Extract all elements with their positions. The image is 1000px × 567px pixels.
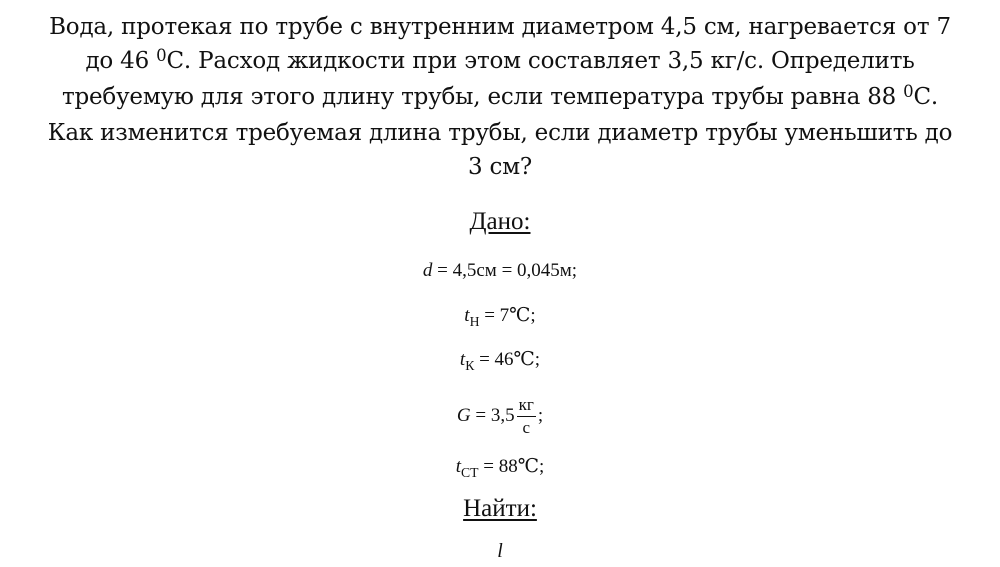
formula-value: = 3,5: [470, 404, 515, 426]
unit-fraction: [517, 395, 536, 438]
find-heading: Найти:: [463, 495, 537, 522]
degree-superscript: 0: [156, 45, 167, 65]
formula-symbol: d: [422, 260, 433, 281]
formula-initial-temperature: [0, 304, 1000, 327]
formula-diameter: [0, 260, 1000, 282]
formula-symbol: t: [459, 349, 466, 370]
problem-line-2: [12, 44, 988, 80]
formula-value: = 46℃;: [474, 349, 541, 370]
formula-value: = 4,5см = 0,045м;: [432, 260, 578, 281]
problem-line-2-end: С. Расход жидкости при этом составляет 3,5 кг/с. Определить: [166, 48, 915, 74]
formula-subscript: Н: [469, 313, 480, 329]
problem-statement: [12, 10, 988, 184]
fraction-numerator: кг: [517, 395, 536, 417]
formula-value: = 88℃;: [478, 456, 545, 477]
formula-flow-rate: [0, 395, 1000, 438]
problem-line-5: 3 см?: [467, 154, 533, 180]
formula-subscript: СТ: [461, 464, 479, 480]
formula-symbol: t: [455, 456, 462, 477]
formula-symbol: G: [456, 404, 471, 426]
problem-line-3-end: С.: [913, 84, 939, 110]
formula-tail: ;: [537, 404, 544, 426]
problem-line-3: [12, 80, 988, 116]
problem-line-2-start: до 46: [85, 48, 157, 74]
problem-line-3-start: требуемую для этого длину трубы, если температура трубы равна 88: [61, 84, 904, 110]
formula-value: = 7℃;: [479, 305, 536, 326]
formula-symbol: l: [497, 540, 503, 562]
formula-wall-temperature: [0, 455, 1000, 478]
formula-symbol: t: [464, 305, 470, 326]
formula-length: [0, 540, 1000, 563]
problem-line-4: Как изменится требуемая длина трубы, если диаметр трубы уменьшить до: [47, 120, 953, 146]
formula-final-temperature: [0, 348, 1000, 371]
fraction-denominator: с: [522, 418, 530, 437]
formula-subscript: К: [465, 357, 475, 373]
problem-line-1: Вода, протекая по трубе с внутренним диаметром 4,5 см, нагревается от 7: [49, 14, 951, 40]
degree-superscript: 0: [903, 81, 914, 101]
given-heading: Дано:: [469, 208, 531, 235]
